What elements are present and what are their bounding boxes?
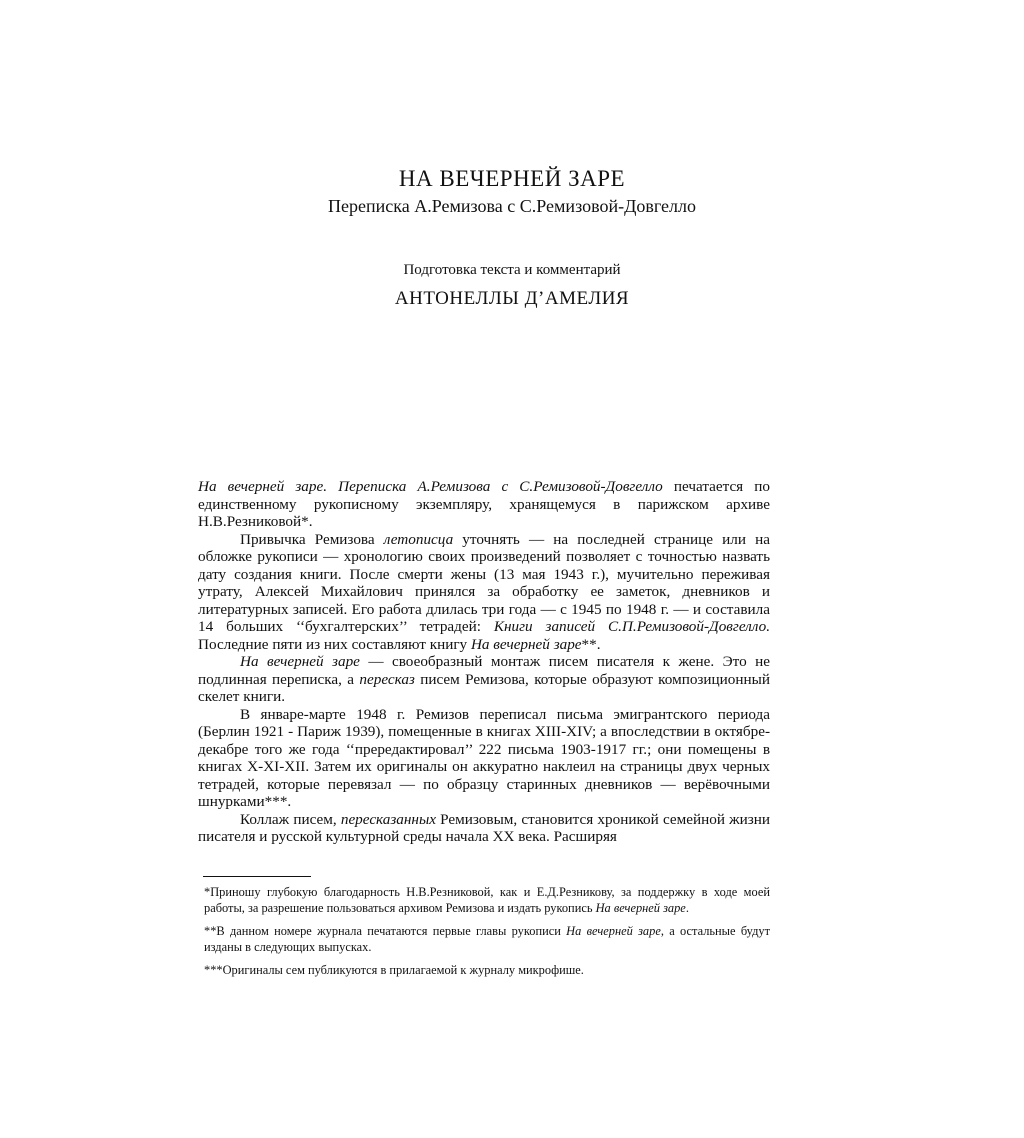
page-subtitle: Переписка А.Ремизова с С.Ремизовой-Довгелло <box>328 196 696 216</box>
footnote-3 <box>204 962 770 978</box>
italic-text: Книги записей С.П.Ремизовой-Довгелло. <box>493 618 770 635</box>
text-run: писем Ремизова, которые образуют композиционный скелет книги. <box>198 670 770 705</box>
paragraph-3 <box>198 653 770 706</box>
text-run: Привычка Ремизова <box>240 530 384 548</box>
italic-text: На вечерней заре <box>595 901 686 915</box>
paragraph-2 <box>198 531 770 654</box>
italic-text: На вечерней заре. Переписка А.Ремизова с С.Ремизовой-Довгелло <box>198 478 663 495</box>
footnote-divider <box>203 876 311 877</box>
page-title: НА ВЕЧЕРНЕЙ ЗАРЕ <box>398 166 626 191</box>
text-run: **В данном номере журнала печатаются первые главы рукописи <box>204 924 567 938</box>
text-run: — своеобразный монтаж писем писателя к жене. Это не подлинная переписка, а <box>198 653 771 688</box>
footnote-1 <box>204 884 770 916</box>
paragraph-4 <box>198 706 770 811</box>
text-run: , а остальные будут изданы в следующих выпусках. <box>204 924 770 954</box>
italic-text: летописца <box>383 530 454 548</box>
italic-text: пересказ <box>359 670 415 688</box>
italic-text: На вечерней заре <box>240 653 360 670</box>
text-run: . <box>685 901 689 915</box>
footnotes <box>204 884 770 985</box>
text-run: Ремизовым, становится хроникой семейной жизни писателя и русской культурной среды начала XX века. Расширяя <box>198 810 770 845</box>
text-run: печатается по единственному рукописному экземпляру, хранящемуся в парижском архиве Н.В.Резниковой*. <box>198 478 770 530</box>
text-run: Коллаж писем, <box>240 810 341 828</box>
text-run: *Приношу глубокую благодарность Н.В.Резниковой, как и Е.Д.Резникову, за поддержку в ходе моей работы, за разрешение пользоваться архивом Ремизова и издать рукопись <box>204 885 770 915</box>
editor-name: АНТОНЕЛЛЫ Д’АМЕЛИЯ <box>394 288 630 309</box>
paragraph-5 <box>198 811 770 846</box>
text-run: уточнять — на последней странице или на обложке рукописи — хронологию своих произведений позволяет с точностью назвать дату создания книги. После смерти жены (13 мая 1943 г.), мучительно переживая утрату, Алексей Михайлович принялся за обработку ее заметок, дневников и литературных записей. Его работа длилась три года — с 1945 по 1948 г. — и составила 14 больших ‘‘бухгалтерских’’ тетрадей: <box>198 530 770 635</box>
italic-text: На вечерней заре <box>470 635 582 653</box>
italic-text: пересказанных <box>340 810 436 828</box>
preparation-credit: Подготовка текста и комментарий <box>403 262 621 278</box>
text-run: ***Оригиналы сем публикуются в прилагаемой к журналу микрофише. <box>204 963 584 977</box>
article-body <box>198 478 770 846</box>
paragraph-1 <box>198 478 770 531</box>
footnote-2 <box>204 923 770 955</box>
italic-text: На вечерней заре <box>566 924 661 938</box>
text-run: **. <box>581 635 601 653</box>
text-run: Последние пяти из них составляют книгу <box>198 635 471 653</box>
text-run: В январе-марте 1948 г. Ремизов переписал письма эмигрантского периода (Берлин 1921 - Париж 1939), помещенные в книгах XIII-XIV; а впоследствии в октябре-декабре того же года ‘‘прередактировал’’ 222 письма 1903-1917 гг.; они помещены в книгах X-XI-XII. Затем их оригиналы он аккуратно наклеил на страницы двух черных тетрадей, которые перевязал — по образцу старинных дневников — верёвочными шнурками***. <box>198 705 770 810</box>
